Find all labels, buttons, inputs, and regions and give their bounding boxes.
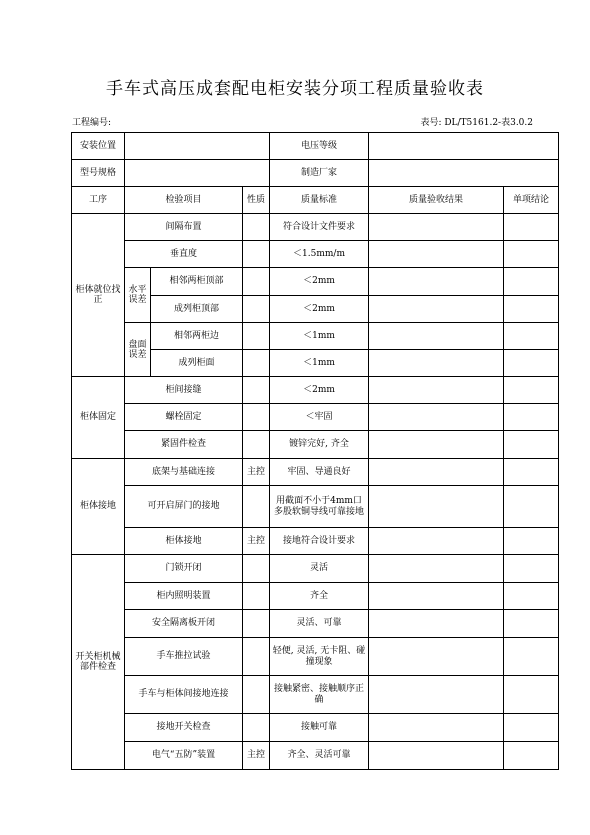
result-cell[interactable] [369,742,504,770]
conclusion-cell[interactable] [504,676,559,714]
item-cell: 成列柜面 [151,350,243,377]
conclusion-cell[interactable] [504,610,559,638]
conclusion-cell[interactable] [504,583,559,610]
nature-cell [243,638,270,676]
standard-cell: 接触紧密、接触顺序正确 [270,676,369,714]
result-cell[interactable] [369,268,504,296]
conclusion-cell[interactable] [504,431,559,459]
standard-cell: 用截面不小于4mm口 多股软铜导线可靠接地 [270,486,369,528]
nature-cell: 主控 [243,459,270,486]
table-row [72,528,559,555]
result-cell[interactable] [369,214,504,241]
voltage-value[interactable] [369,133,559,160]
conclusion-cell[interactable] [504,742,559,770]
standard-cell: 灵活 [270,555,369,583]
standard-cell: 齐全 [270,583,369,610]
group-label: 柜体固定 [72,377,125,459]
conclusion-cell[interactable] [504,350,559,377]
project-number-label: 工程编号: [72,118,112,128]
result-cell[interactable] [369,323,504,350]
item-cell: 门锁开闭 [125,555,243,583]
nature-cell [243,555,270,583]
item-cell: 相邻两柜顶部 [151,268,243,296]
conclusion-cell[interactable] [504,638,559,676]
subgroup-label: 水平误差 [125,268,151,323]
nature-cell [243,610,270,638]
result-cell[interactable] [369,583,504,610]
install-location-label: 安装位置 [72,133,125,160]
group-label: 柜体接地 [72,459,125,555]
result-cell[interactable] [369,638,504,676]
subgroup-label: 盘面误差 [125,323,151,377]
nature-cell [243,714,270,742]
nature-cell [243,268,270,296]
nature-cell [243,323,270,350]
standard-cell: 镀锌完好, 齐全 [270,431,369,459]
conclusion-cell[interactable] [504,323,559,350]
result-cell[interactable] [369,555,504,583]
standard-cell: ＜1.5mm/m [270,241,369,268]
form-number: 表号: DL/T5161.2-表3.0.2 [420,118,533,128]
item-cell: 安全隔离板开闭 [125,610,243,638]
table-row [72,268,559,296]
group-label: 开关柜机械部件检查 [72,555,125,770]
item-cell: 间隔布置 [125,214,243,241]
header-process: 工序 [72,187,125,214]
item-cell: 紧固件检查 [125,431,243,459]
result-cell[interactable] [369,431,504,459]
header-nature: 性质 [243,187,270,214]
table-row [72,714,559,742]
form-title: 手车式高压成套配电柜安装分项工程质量验收表 [106,79,484,99]
table-row [72,555,559,583]
standard-cell: 符合设计文件要求 [270,214,369,241]
table-row [72,676,559,714]
result-cell[interactable] [369,350,504,377]
item-cell: 手车推拉试验 [125,638,243,676]
header-result: 质量验收结果 [369,187,504,214]
result-cell[interactable] [369,676,504,714]
conclusion-cell[interactable] [504,486,559,528]
table-row [72,486,559,528]
nature-cell [243,486,270,528]
standard-cell: ＜2mm [270,377,369,404]
conclusion-cell[interactable] [504,214,559,241]
table-row [72,404,559,431]
conclusion-cell[interactable] [504,459,559,486]
item-cell: 电气“五防”装置 [125,742,243,770]
standard-cell: 接地符合设计要求 [270,528,369,555]
table-row [72,583,559,610]
install-location-value[interactable] [125,133,270,160]
result-cell[interactable] [369,486,504,528]
conclusion-cell[interactable] [504,555,559,583]
nature-cell: 主控 [243,528,270,555]
item-cell: 垂直度 [125,241,243,268]
header-item: 检验项目 [125,187,243,214]
nature-cell [243,431,270,459]
item-cell: 柜间接缝 [125,377,243,404]
model-label: 型号规格 [72,160,125,187]
item-cell: 可开启屏门的接地 [125,486,243,528]
info-row [72,160,559,187]
standard-cell: ＜2mm [270,296,369,323]
result-cell[interactable] [369,404,504,431]
table-row [72,742,559,770]
conclusion-cell[interactable] [504,528,559,555]
nature-cell [243,241,270,268]
standard-cell: ＜牢固 [270,404,369,431]
result-cell[interactable] [369,241,504,268]
item-cell: 底架与基础连接 [125,459,243,486]
conclusion-cell[interactable] [504,296,559,323]
item-cell: 柜内照明装置 [125,583,243,610]
standard-cell: ＜1mm [270,323,369,350]
manufacturer-value[interactable] [369,160,559,187]
table-row [72,323,559,350]
nature-cell [243,676,270,714]
result-cell[interactable] [369,528,504,555]
nature-cell [243,214,270,241]
result-cell[interactable] [369,296,504,323]
manufacturer-label: 制造厂家 [270,160,369,187]
info-row [72,133,559,160]
table-row [72,459,559,486]
table-row [72,214,559,241]
voltage-label: 电压等级 [270,133,369,160]
header-conclusion: 单项结论 [504,187,559,214]
item-cell: 手车与柜体间接地连接 [125,676,243,714]
item-cell: 接地开关检查 [125,714,243,742]
standard-cell: 轻便, 灵活, 无卡阻、碰撞现象 [270,638,369,676]
item-cell: 螺栓固定 [125,404,243,431]
conclusion-cell[interactable] [504,241,559,268]
standard-cell: 接触可靠 [270,714,369,742]
table-row [72,610,559,638]
conclusion-cell[interactable] [504,377,559,404]
result-cell[interactable] [369,714,504,742]
result-cell[interactable] [369,459,504,486]
result-cell[interactable] [369,377,504,404]
nature-cell [243,350,270,377]
group-label: 柜体就位找正 [72,214,125,377]
item-cell: 柜体接地 [125,528,243,555]
nature-cell [243,377,270,404]
conclusion-cell[interactable] [504,714,559,742]
standard-cell: ＜2mm [270,268,369,296]
item-cell: 相邻两柜边 [151,323,243,350]
acceptance-table [71,132,559,770]
header-row [72,187,559,214]
standard-cell: 灵活、可靠 [270,610,369,638]
conclusion-cell[interactable] [504,404,559,431]
table-row [72,241,559,268]
standard-cell: ＜1mm [270,350,369,377]
nature-cell [243,404,270,431]
nature-cell [243,296,270,323]
standard-cell: 牢固、导通良好 [270,459,369,486]
header-standard: 质量标准 [270,187,369,214]
nature-cell: 主控 [243,742,270,770]
table-row [72,638,559,676]
result-cell[interactable] [369,610,504,638]
conclusion-cell[interactable] [504,268,559,296]
nature-cell [243,583,270,610]
model-value[interactable] [125,160,270,187]
item-cell: 成列柜顶部 [151,296,243,323]
standard-cell: 齐全、灵活可靠 [270,742,369,770]
table-row [72,377,559,404]
table-row [72,431,559,459]
